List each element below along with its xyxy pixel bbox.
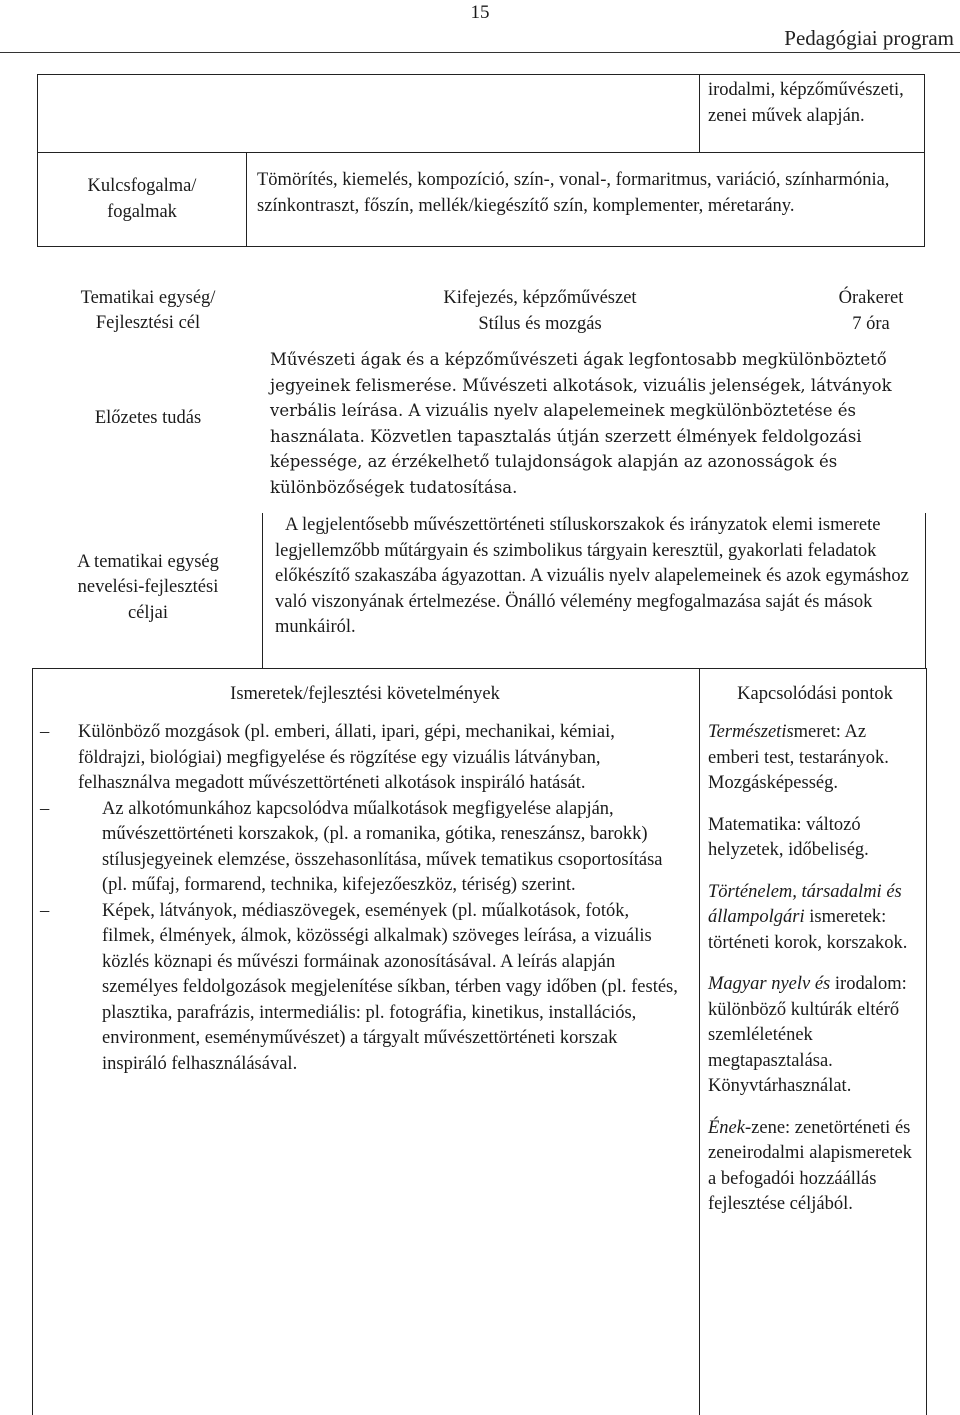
prior-knowledge-text-cell [270,347,920,500]
requirement-item: – Képek, látványok, médiaszövegek, események (pl. műalkotások, fotók, filmek, élmények, álmok, közösségi alkalmak) szöveges leírása, a vizuális közlés köznapi és művészi formáinak azonosításával. A leírás alapján személyes feldolgozások megjelenítése síkban, térben vagy időben (pl. festés, plasztika, parafrázis, intermediális: pl. fotográfia, kinetikus, installációs, environment, eseményművészet) a tárgyalt művészettörténeti korszak inspiráló felhasználásával. [32,899,682,1078]
unit-title: Kifejezés, képzőművészet [443,288,637,308]
connection-block-history [708,880,918,957]
connection-text: változó helyzetek, időbeliség. [708,814,869,860]
prior-knowledge-text: Művészeti ágak és a képzőművészeti ágak legfontosabb megkülönböztető jegyeinek felismerése. Művészeti alkotások, vizuális jelenségek, látványok verbális leírása. A vizuális nyelv alapelemeinek megkülönböztetése és használata. Közvetlen tapasztalás útján szerzett élmények feldolgozási képessége, az érzékelhető tulajdonságok alapján az azonosságok és különbözőségek tudatosítása. [270,350,892,497]
unit-label: Tematikai egység/ Fejlesztési cél [80,287,216,333]
page-number: 15 [470,2,490,23]
connection-subject: Ének [708,1117,745,1138]
header-divider [0,52,960,53]
connection-block-music [708,1116,918,1218]
unit-title-cell [270,286,810,337]
unit-label-cell [32,282,264,340]
goals-label: A tematikai egység nevelési-fejlesztési céljai [77,551,219,623]
requirements-header: Ismeretek/fejlesztési követelmények [230,684,500,704]
continuation-text: irodalmi, képzőművészeti, zenei művek alapján. [708,80,904,126]
goals-cell-bottom-border [32,668,927,669]
hours-cell [812,286,930,337]
connections-header: Kapcsolódási pontok [737,684,893,704]
requirement-item: – Az alkotómunkához kapcsolódva műalkotások megfigyelése alapján, művészettörténeti korszakok, (pl. a romanika, gótika, reneszánsz, barokk) stílusjegyeinek elemzése, összehasonlítása, művek tematikus csoportosítása (pl. műfaj, formarend, technika, kifejezőeszköz, tériség) szerint. [32,797,682,899]
prior-knowledge-label-cell [32,340,264,498]
key-concepts-label-cell [37,152,247,247]
goals-text-cell [262,513,926,669]
connections-column [708,720,918,1234]
connection-text: ismeretek: történeti korok, korszakok. [708,907,908,953]
connection-subject: Matematika: [708,814,802,835]
connection-subject: Történelem, társadalmi és állampolgári [708,881,902,927]
requirements-list [32,720,682,1077]
goals-text: A legjelentősebb művészettörténeti stíluskorszakok és irányzatok elemi ismerete legjellemzőbb műtárgyain és szimbolikus tárgyain keresztül, gyakorlati feladatok előkészítő szakaszába ágyazottan. A vizuális nyelv alapelemeinek és azok egymáshoz való viszonyának értelmezése. Önálló vélemény megfogalmazása saját és mások munkáiról. [275,515,909,637]
program-title: Pedagógiai program [784,26,954,50]
requirements-column [32,720,682,1077]
key-concepts-text: Tömörítés, kiemelés, kompozíció, szín-, vonal-, formaritmus, variáció, színharmónia, színkontraszt, főszín, mellék/kiegészítő szín, komplementer, méretarány. [257,170,890,216]
bottom-table-column-divider [699,668,700,1415]
continuation-cell [699,74,925,153]
key-concepts-text-cell [246,152,925,247]
hours-value: 7 óra [852,313,890,334]
connection-text: meret: Az emberi test, testarányok. Mozgásképesség. [708,722,889,793]
key-concepts-label: Kulcsfogalma/ fogalmak [87,176,197,222]
connection-block-literature [708,972,918,1100]
bottom-table-left-border [32,668,33,1415]
unit-subtitle: Stílus és mozgás [478,313,602,334]
connection-block-science [708,720,918,797]
connection-text: -zene: zenetörténeti és zeneirodalmi alapismeretek a befogadói hozzáállás fejlesztése céljából. [708,1117,912,1214]
connection-subject: Természetis [708,722,794,742]
connection-block-math [708,813,918,864]
bottom-table-right-border [926,668,927,1415]
hours-label: Órakeret [838,288,904,308]
requirement-item: – Különböző mozgások (pl. emberi, állati, ipari, gépi, mechanikai, kémiai, földrajzi, biológiai) megfigyelése és rögzítése egy vizuális látványban, felhasználva megadott művészettörténeti alkotások inspiráló hatását. [32,720,682,797]
top-left-empty-cell [37,74,700,153]
prior-knowledge-label: Előzetes tudás [94,408,202,429]
goals-label-cell [32,508,264,668]
connection-subject: Magyar nyelv és [708,974,831,994]
connection-text: irodalom: különböző kultúrák eltérő szemléletének megtapasztalása. Könyvtárhasználat. [708,974,907,1096]
